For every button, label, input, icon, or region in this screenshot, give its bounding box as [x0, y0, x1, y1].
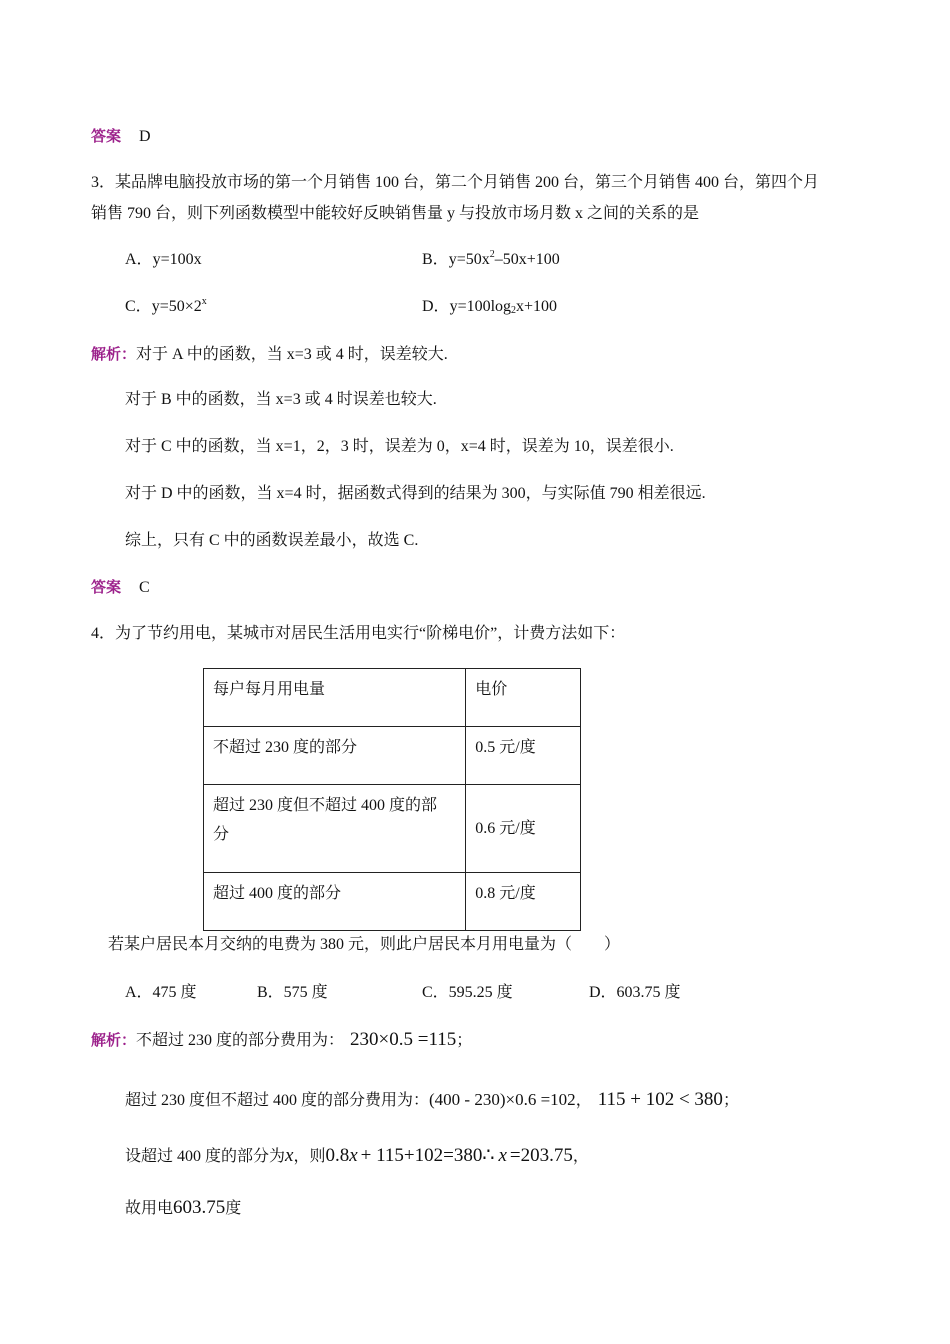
- answer-value: D: [139, 128, 151, 145]
- subscript: 2: [511, 305, 517, 316]
- q4-analysis-line3: [125, 1146, 589, 1167]
- option-letter: C．: [125, 298, 152, 315]
- q3-analysis-line3: 对于 C 中的函数，当 x=1，2，3 时，误差为 0，x=4 时，误差为 10，误差很小.: [125, 438, 674, 455]
- table-header-row: [204, 669, 581, 727]
- analysis-text: 对于 A 中的函数，当 x=3 或 4 时，误差较大.: [136, 346, 448, 363]
- answer-label: 答案: [91, 578, 122, 596]
- q4-option-b: B．575 度: [257, 984, 328, 1001]
- q4-number: 4．: [91, 625, 116, 642]
- q4-option-d: D．603.75 度: [589, 984, 681, 1001]
- analysis-text: 超过 230 度但不超过 400 度的部分费用为：: [125, 1092, 430, 1109]
- analysis-punct: ；: [722, 1092, 739, 1109]
- q3-analysis-line1: [91, 344, 448, 365]
- analysis-label: 解析：: [91, 345, 137, 363]
- q4-analysis-line4: [125, 1198, 241, 1219]
- analysis-text: 设超过 400 度的部分为: [125, 1148, 286, 1165]
- answer-label: 答案: [91, 127, 122, 145]
- analysis-math: + 115+102=380∴: [360, 1145, 495, 1166]
- q3-analysis-line5: 综上，只有 C 中的函数误差最小，故选 C.: [125, 532, 419, 549]
- table-cell-range: [204, 785, 466, 873]
- q3-option-c: [125, 297, 207, 317]
- analysis-punct: ，: [572, 1148, 589, 1165]
- q3-option-b: [422, 250, 560, 270]
- analysis-punct: ，: [575, 1092, 592, 1109]
- analysis-math-var: x: [285, 1145, 294, 1166]
- prev-answer-line: [91, 126, 151, 147]
- answer-value: C: [139, 579, 150, 596]
- option-text: x+100: [516, 298, 558, 315]
- analysis-text: 不超过 230 度的部分费用为：: [136, 1032, 345, 1049]
- q3-option-a: [125, 250, 202, 270]
- analysis-math: 0.8: [325, 1145, 350, 1166]
- table-row: [204, 785, 581, 873]
- q3-option-d: [422, 297, 557, 317]
- option-letter: D．: [422, 298, 450, 315]
- option-letter: A．: [125, 251, 153, 268]
- table-cell-range: 超过 400 度的部分: [204, 873, 466, 931]
- table-cell-range-line2: 分: [213, 826, 230, 843]
- q4-stem: [91, 624, 625, 644]
- q4-analysis-line1: [91, 1030, 472, 1051]
- table-header-usage: 每户每月用电量: [204, 669, 466, 727]
- analysis-text: 故用电: [125, 1200, 174, 1217]
- option-text: y=100x: [152, 251, 202, 268]
- analysis-label: 解析：: [91, 1031, 137, 1049]
- table-header-price: 电价: [466, 669, 581, 727]
- analysis-text: 度: [225, 1200, 242, 1217]
- option-text: y=50x: [448, 251, 490, 268]
- analysis-math-var: x: [349, 1145, 358, 1166]
- analysis-math: =203.75: [509, 1145, 573, 1166]
- q4-option-a: A．475 度: [125, 984, 197, 1001]
- table-cell-price: 0.5 元/度: [466, 727, 581, 785]
- superscript: x: [201, 296, 207, 307]
- table-cell-range: 不超过 230 度的部分: [204, 727, 466, 785]
- q3-stem-text1: 某品牌电脑投放市场的第一个月销售 100 台，第二个月销售 200 台，第三个月销售 400 台，第四个月: [115, 174, 820, 191]
- superscript: 2: [489, 249, 495, 260]
- q3-analysis-line4: 对于 D 中的函数，当 x=4 时，据函数式得到的结果为 300，与实际值 790 相差很远.: [125, 485, 706, 502]
- q3-stem-line2: 销售 790 台，则下列函数模型中能较好反映销售量 y 与投放市场月数 x 之间的关系的是: [91, 205, 700, 222]
- q4-option-c: C．595.25 度: [422, 984, 513, 1001]
- analysis-math: 230×0.5 =115: [350, 1029, 457, 1050]
- q4-question: 若某户居民本月交纳的电费为 380 元，则此户居民本月用电量为（ ）: [108, 936, 621, 953]
- option-text: –50x+100: [494, 251, 560, 268]
- analysis-math: 115 + 102 < 380: [597, 1089, 723, 1110]
- q3-answer-line: [91, 577, 150, 598]
- q4-analysis-line2: [125, 1090, 739, 1111]
- q3-analysis-line2: 对于 B 中的函数，当 x=3 或 4 时误差也较大.: [125, 391, 437, 408]
- q3-stem-line1: [91, 173, 819, 193]
- table-row: [204, 873, 581, 931]
- option-text: y=50×2: [151, 298, 202, 315]
- q3-number: 3．: [91, 174, 116, 191]
- table-cell-price: 0.6 元/度: [466, 785, 581, 873]
- analysis-math: (400 - 230)×0.6 =102: [429, 1090, 576, 1109]
- analysis-text: ，则: [293, 1148, 326, 1165]
- table-cell-price: 0.8 元/度: [466, 873, 581, 931]
- option-letter: B．: [422, 251, 449, 268]
- tariff-table: [203, 668, 581, 931]
- analysis-math-var: x: [498, 1145, 507, 1166]
- table-cell-range-line1: 超过 230 度但不超过 400 度的部: [213, 797, 438, 814]
- table-row: [204, 727, 581, 785]
- option-text: y=100log: [449, 298, 512, 315]
- analysis-math: 603.75: [173, 1197, 226, 1218]
- q4-stem-text: 为了节约用电，某城市对居民生活用电实行“阶梯电价”，计费方法如下：: [115, 625, 626, 642]
- analysis-punct: ；: [456, 1032, 473, 1049]
